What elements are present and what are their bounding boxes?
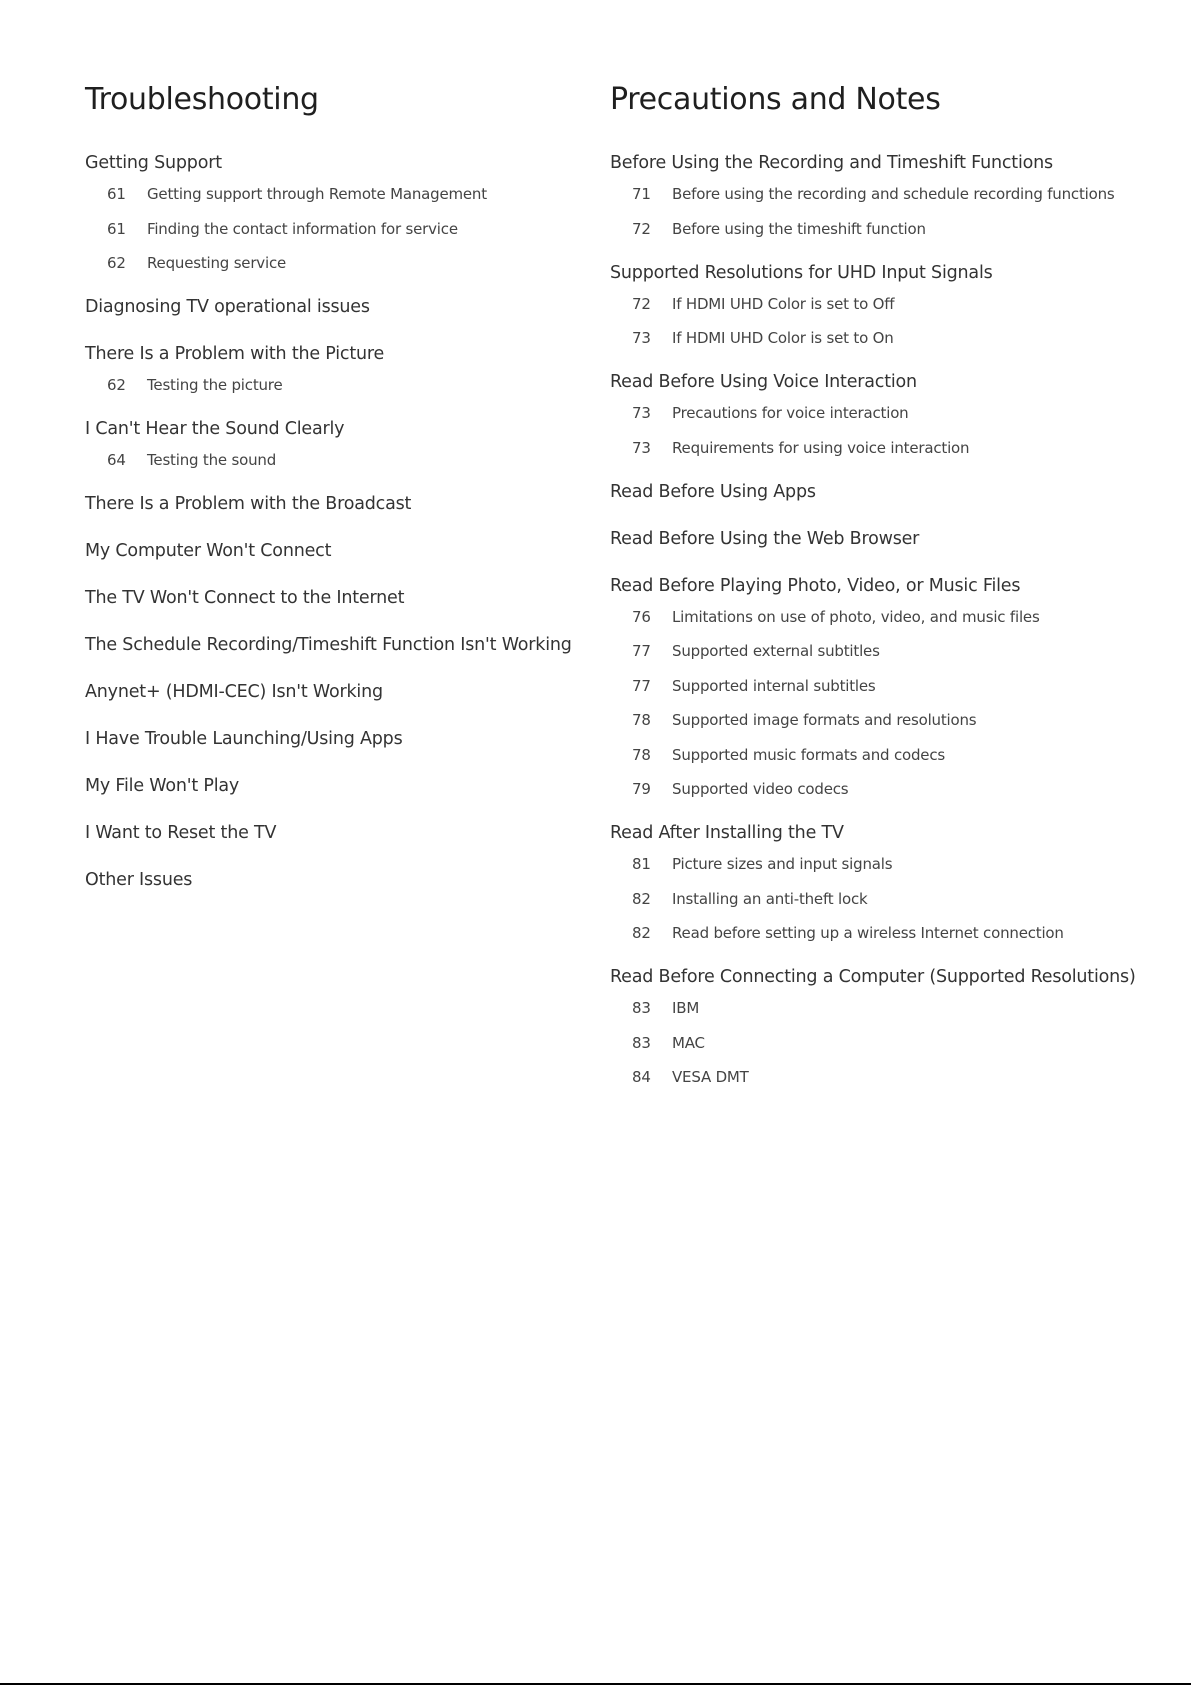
toc-section-link[interactable]: Read Before Playing Photo, Video, or Music Files bbox=[610, 575, 1021, 596]
toc-entry-link[interactable] bbox=[610, 328, 1180, 348]
toc-entry-title: Supported image formats and resolutions bbox=[672, 711, 977, 729]
toc-section-link[interactable]: I Can't Hear the Sound Clearly bbox=[85, 419, 345, 439]
section-list bbox=[610, 150, 1180, 1087]
toc-page-number: 78 bbox=[632, 745, 651, 764]
toc-section-link[interactable]: Read Before Using Apps bbox=[610, 481, 816, 502]
toc-entry-list bbox=[610, 403, 1180, 458]
toc-entry-title: Read before setting up a wireless Internet connection bbox=[672, 924, 1064, 942]
toc-entry-title: If HDMI UHD Color is set to On bbox=[672, 329, 894, 347]
toc-entry-title: Finding the contact information for service bbox=[147, 219, 458, 238]
toc-section bbox=[85, 726, 585, 752]
toc-entry-list bbox=[610, 854, 1180, 943]
toc-section-link[interactable]: Diagnosing TV operational issues bbox=[85, 297, 370, 317]
toc-entry-link[interactable] bbox=[610, 998, 1180, 1018]
toc-entry-link[interactable] bbox=[610, 641, 1180, 661]
toc-entry-link[interactable] bbox=[610, 294, 1180, 314]
toc-section-link[interactable]: I Want to Reset the TV bbox=[85, 823, 277, 843]
toc-entry-link[interactable] bbox=[610, 889, 1180, 909]
toc-section-link[interactable]: Supported Resolutions for UHD Input Signals bbox=[610, 262, 993, 283]
toc-entry-link[interactable] bbox=[85, 450, 585, 470]
toc-section bbox=[85, 538, 585, 564]
toc-section-link[interactable]: My Computer Won't Connect bbox=[85, 541, 332, 561]
toc-entry-title: If HDMI UHD Color is set to Off bbox=[672, 294, 895, 313]
toc-section bbox=[85, 679, 585, 705]
toc-entry-link[interactable] bbox=[610, 219, 1180, 239]
toc-section-link[interactable]: Read After Installing the TV bbox=[610, 823, 844, 843]
toc-entry-title: VESA DMT bbox=[672, 1068, 749, 1086]
toc-entry-list bbox=[610, 998, 1180, 1087]
toc-entry-list bbox=[85, 450, 585, 470]
toc-page-number: 83 bbox=[632, 999, 651, 1017]
toc-entry-link[interactable] bbox=[610, 745, 1180, 765]
toc-entry-link[interactable] bbox=[610, 403, 1180, 423]
column-title: Precautions and Notes bbox=[610, 82, 941, 117]
toc-section bbox=[610, 964, 1180, 1087]
toc-entry-title: Before using the timeshift function bbox=[672, 219, 926, 238]
toc-section bbox=[610, 526, 1180, 552]
toc-entry-link[interactable] bbox=[610, 779, 1180, 799]
toc-section bbox=[85, 416, 585, 470]
toc-section-link[interactable]: There Is a Problem with the Picture bbox=[85, 344, 385, 364]
toc-section bbox=[610, 820, 1180, 943]
toc-entry-link[interactable] bbox=[85, 184, 585, 204]
toc-page-number: 62 bbox=[107, 254, 126, 272]
toc-column-troubleshooting bbox=[85, 80, 585, 893]
toc-entry-title: Installing an anti-theft lock bbox=[672, 889, 868, 908]
toc-page-number: 82 bbox=[632, 924, 651, 942]
toc-page-number: 73 bbox=[632, 438, 651, 457]
toc-entry-list bbox=[610, 607, 1180, 800]
column-title: Troubleshooting bbox=[85, 82, 319, 117]
toc-section bbox=[85, 294, 585, 320]
toc-page-number: 73 bbox=[632, 329, 651, 347]
toc-section bbox=[85, 491, 585, 517]
toc-entry-list bbox=[85, 375, 585, 395]
toc-entry-link[interactable] bbox=[85, 375, 585, 395]
toc-entry-title: MAC bbox=[672, 1033, 705, 1052]
toc-entry-link[interactable] bbox=[610, 1067, 1180, 1087]
section-list bbox=[85, 150, 585, 893]
toc-entry-title: Testing the picture bbox=[147, 376, 283, 394]
toc-page-number: 72 bbox=[632, 219, 651, 238]
toc-page-number: 61 bbox=[107, 219, 126, 238]
toc-section bbox=[610, 369, 1180, 458]
toc-entry-title: Requirements for using voice interaction bbox=[672, 438, 970, 457]
toc-entry-title: Before using the recording and schedule recording functions bbox=[672, 185, 1115, 203]
toc-section bbox=[610, 260, 1180, 349]
toc-page-number: 79 bbox=[632, 780, 651, 798]
toc-section-link[interactable]: The Schedule Recording/Timeshift Function Isn't Working bbox=[85, 635, 572, 655]
toc-entry-link[interactable] bbox=[610, 607, 1180, 627]
toc-section bbox=[85, 341, 585, 395]
toc-section-link[interactable]: Before Using the Recording and Timeshift Functions bbox=[610, 153, 1053, 173]
toc-entry-title: Testing the sound bbox=[147, 451, 277, 469]
toc-section-link[interactable]: I Have Trouble Launching/Using Apps bbox=[85, 729, 403, 749]
toc-entry-link[interactable] bbox=[610, 438, 1180, 458]
toc-page-number: 81 bbox=[632, 855, 651, 873]
toc-entry-link[interactable] bbox=[610, 1033, 1180, 1053]
toc-section-link[interactable]: Other Issues bbox=[85, 870, 193, 890]
toc-entry-link[interactable] bbox=[610, 854, 1180, 874]
toc-section-link[interactable]: Read Before Connecting a Computer (Supported Resolutions) bbox=[610, 967, 1136, 987]
toc-section bbox=[85, 150, 585, 273]
toc-entry-title: Supported video codecs bbox=[672, 780, 849, 798]
toc-section bbox=[85, 867, 585, 893]
toc-page-number: 64 bbox=[107, 451, 126, 469]
toc-page-number: 73 bbox=[632, 404, 651, 422]
toc-section-link[interactable]: Anynet+ (HDMI-CEC) Isn't Working bbox=[85, 682, 383, 702]
toc-entry-title: Picture sizes and input signals bbox=[672, 855, 893, 873]
toc-section bbox=[85, 585, 585, 611]
toc-page-number: 84 bbox=[632, 1068, 651, 1086]
toc-entry-link[interactable] bbox=[610, 710, 1180, 730]
toc-section-link[interactable]: Read Before Using the Web Browser bbox=[610, 528, 920, 549]
toc-section bbox=[610, 573, 1180, 800]
toc-entry-link[interactable] bbox=[610, 184, 1180, 204]
toc-page-number: 76 bbox=[632, 607, 651, 626]
toc-section-link[interactable]: Getting Support bbox=[85, 153, 222, 173]
toc-entry-link[interactable] bbox=[610, 923, 1180, 943]
toc-entry-title: Supported music formats and codecs bbox=[672, 745, 945, 764]
toc-page-number: 77 bbox=[632, 676, 651, 695]
toc-entry-link[interactable] bbox=[85, 219, 585, 239]
toc-entry-list bbox=[610, 294, 1180, 349]
toc-section-link[interactable]: My File Won't Play bbox=[85, 776, 240, 796]
toc-section-link[interactable]: There Is a Problem with the Broadcast bbox=[85, 494, 412, 514]
toc-section bbox=[85, 773, 585, 799]
toc-entry-title: Supported external subtitles bbox=[672, 642, 880, 660]
toc-page-number: 78 bbox=[632, 711, 651, 729]
toc-entry-title: IBM bbox=[672, 999, 700, 1017]
toc-section-link[interactable]: The TV Won't Connect to the Internet bbox=[85, 588, 405, 608]
toc-page-number: 77 bbox=[632, 642, 651, 660]
toc-column-precautions bbox=[610, 80, 1180, 1087]
toc-entry-title: Supported internal subtitles bbox=[672, 676, 876, 695]
toc-entry-title: Getting support through Remote Management bbox=[147, 185, 487, 203]
toc-page-number: 72 bbox=[632, 294, 651, 313]
toc-page-number: 61 bbox=[107, 185, 126, 203]
toc-page-number: 83 bbox=[632, 1033, 651, 1052]
toc-entry-link[interactable] bbox=[610, 676, 1180, 696]
toc-section bbox=[85, 820, 585, 846]
toc-page-number: 62 bbox=[107, 376, 126, 394]
toc-page-number: 71 bbox=[632, 185, 651, 203]
toc-entry-title: Requesting service bbox=[147, 254, 287, 272]
toc-entry-link[interactable] bbox=[85, 253, 585, 273]
toc-page-number: 82 bbox=[632, 889, 651, 908]
toc-section bbox=[85, 632, 585, 658]
toc-section-link[interactable]: Read Before Using Voice Interaction bbox=[610, 372, 917, 392]
toc-entry-title: Limitations on use of photo, video, and music files bbox=[672, 607, 1040, 626]
toc-section bbox=[610, 150, 1180, 239]
toc-entry-list bbox=[85, 184, 585, 273]
toc-entry-title: Precautions for voice interaction bbox=[672, 404, 909, 422]
toc-entry-list bbox=[610, 184, 1180, 239]
toc-section bbox=[610, 479, 1180, 505]
